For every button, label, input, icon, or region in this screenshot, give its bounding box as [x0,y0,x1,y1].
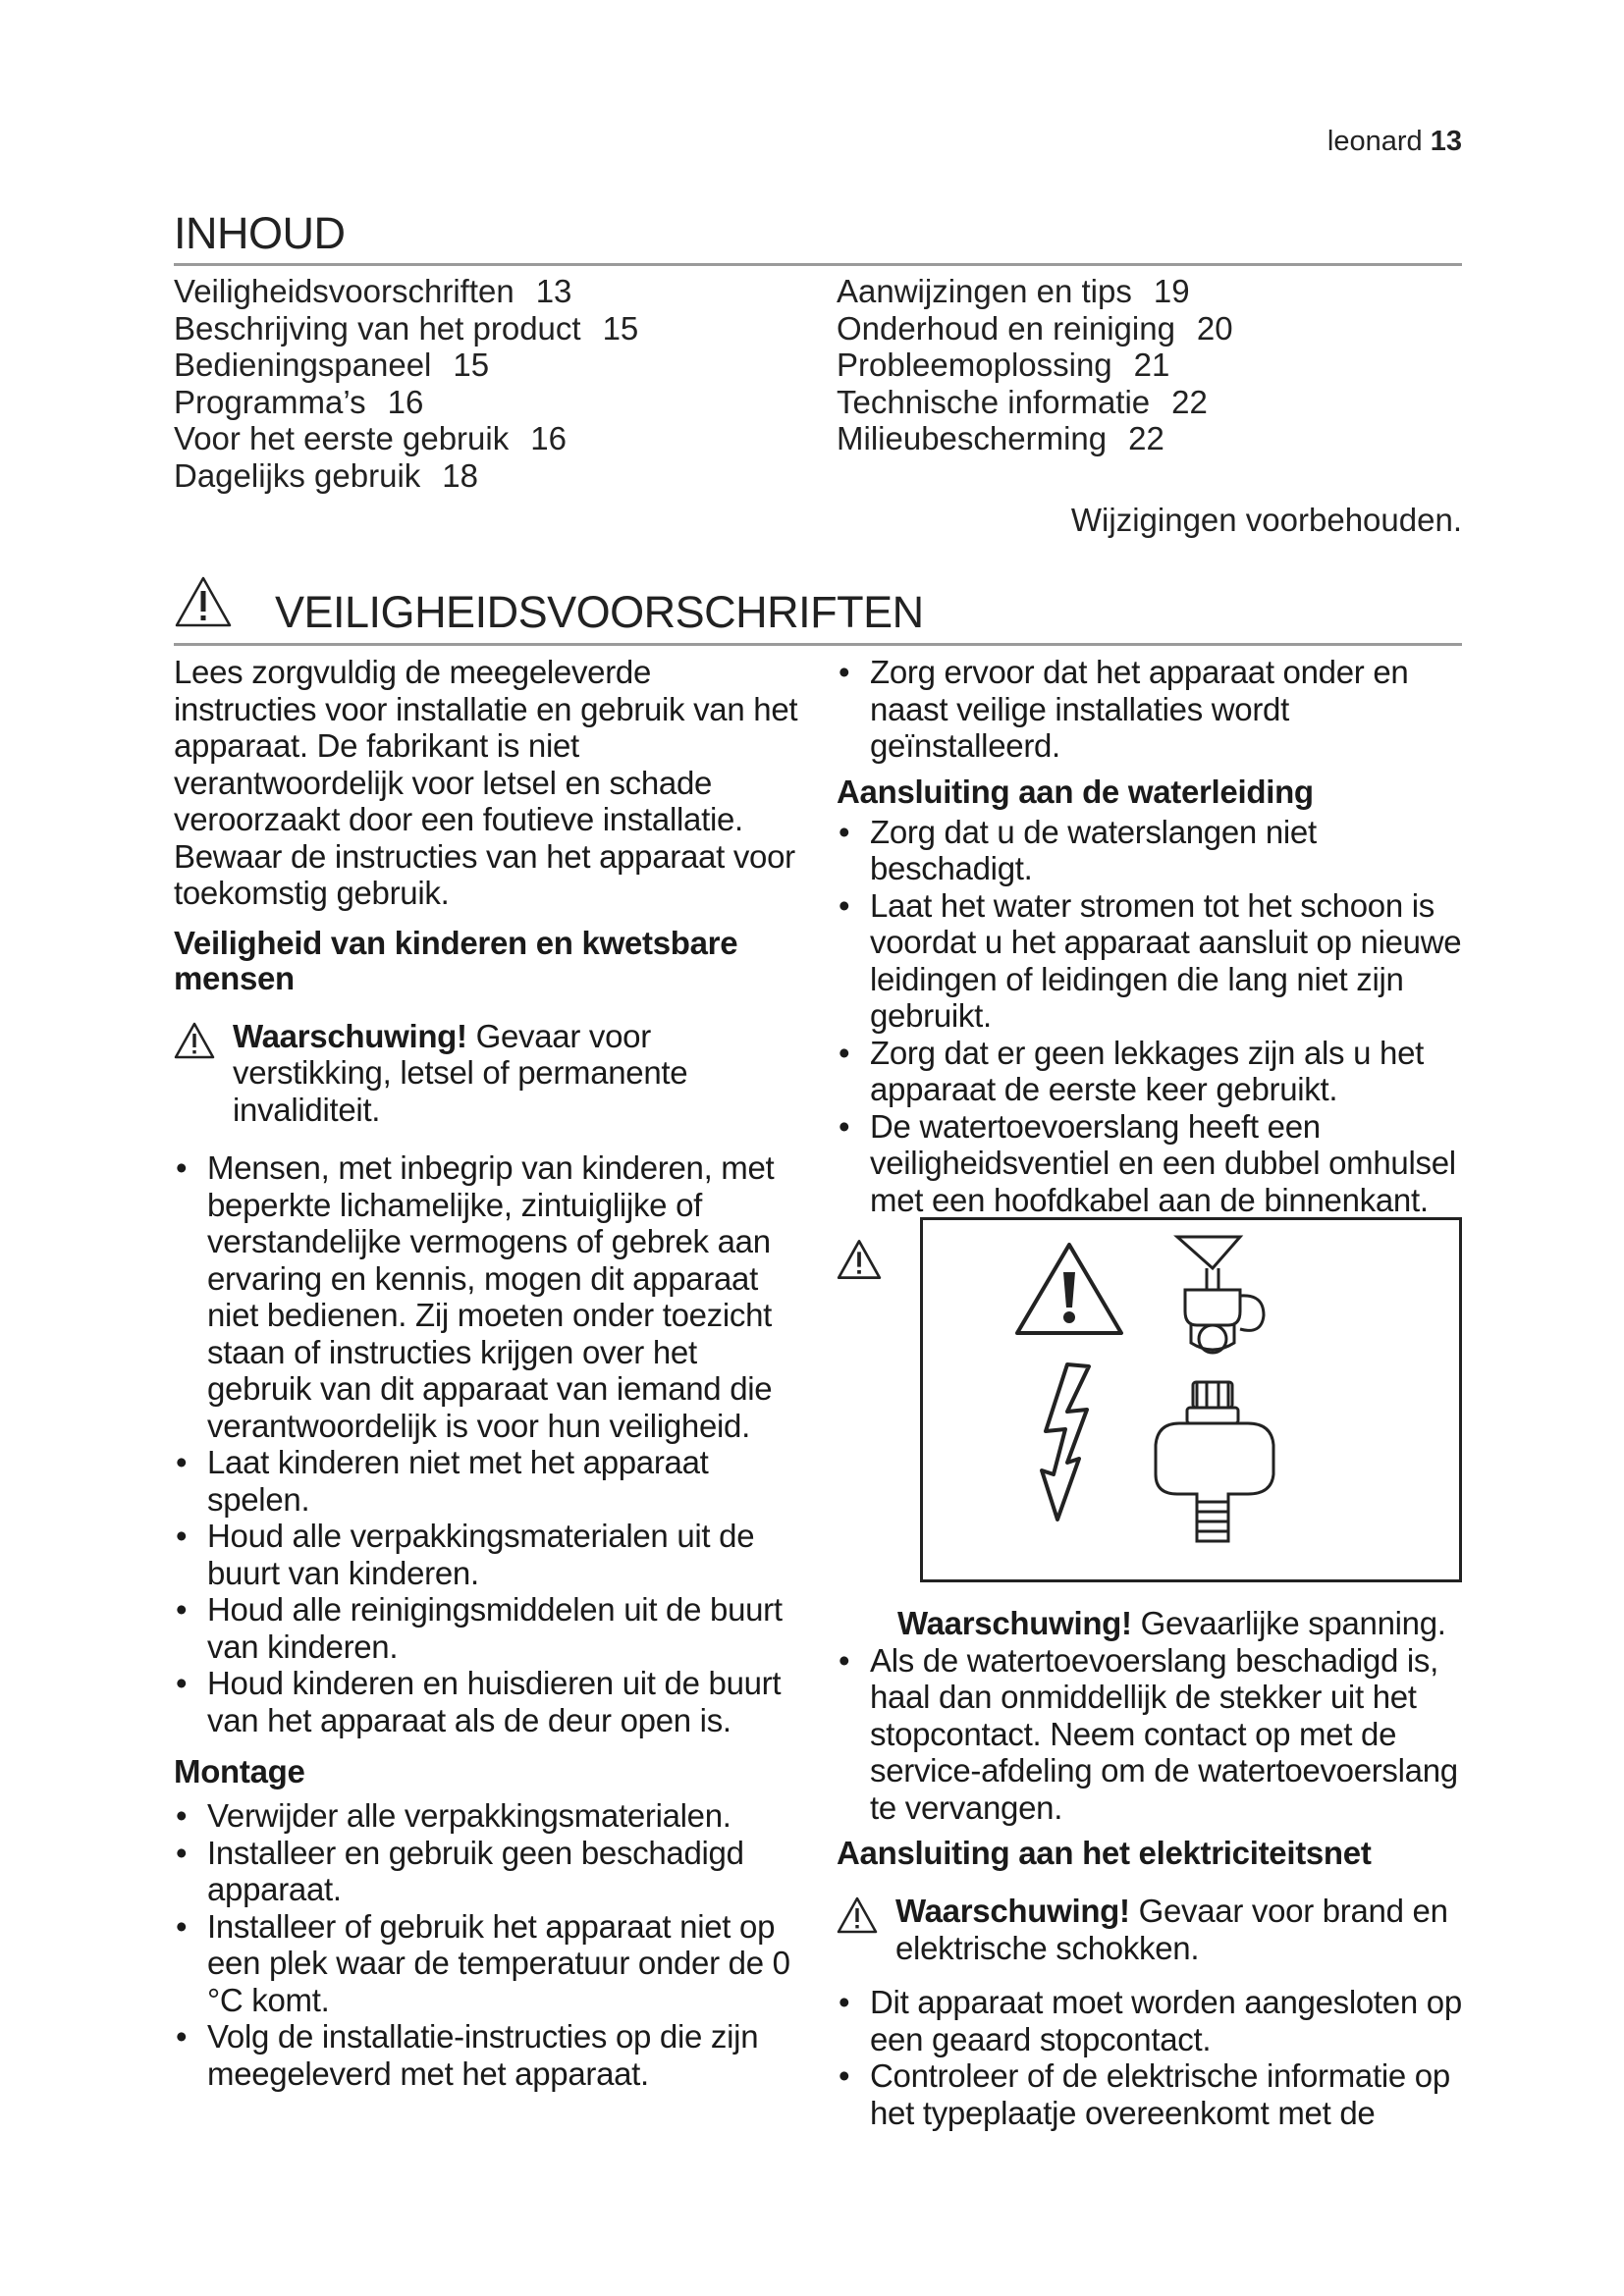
electric-heading: Aansluiting aan het elektriciteitsnet [837,1835,1372,1871]
warning-label: Waarschuwing! [897,1605,1132,1641]
warning-icon [837,1239,882,1280]
toc-item[interactable]: Technische informatie 22 [837,383,1208,420]
safety-rule [174,643,1462,646]
toc-item[interactable]: Programma’s 16 [174,383,424,420]
warning-label: Waarschuwing! [233,1017,467,1054]
list-item: • Volg de installatie-instructies op die zijn meegeleverd met het apparaat. [174,2018,802,2092]
list-item: • Installeer en gebruik geen beschadigd apparaat. [174,1835,802,1908]
electric-warning [837,1893,1465,1966]
changes-note: Wijzigingen voorbehouden. [1070,502,1462,538]
voltage-warning [837,1605,1465,1642]
warning-icon [837,1896,878,1934]
toc-item[interactable]: Milieubescherming 22 [837,420,1164,456]
brand-name: leonard [1326,126,1423,157]
toc-item[interactable]: Bedieningspaneel 15 [174,347,490,383]
toc-rule [174,263,1462,266]
list-item: • Mensen, met inbegrip van kinderen, met beperkte lichamelijke, zintuiglijke of verstandelijke vermogens of gebrek aan ervaring en kennis, mogen dit apparaat niet bedienen. Zij moeten onder toezicht staan of instructies krijgen over het gebruik van dit apparaat van iemand die verantwoordelijk is voor hun veiligheid. [174,1149,802,1444]
warning-label: Waarschuwing! [895,1893,1130,1929]
safety-right-column [837,654,1465,1218]
safety-intro: Lees zorgvuldig de meegeleverde instructies voor installatie en gebruik van het apparaat. De fabrikant is niet verantwoordelijk voor letsel en schade veroorzaakt door een foutieve installatie. Bewaar de instructies van het apparaat voor toekomstig gebruik. [174,654,798,911]
toc-item[interactable]: Veiligheidsvoorschriften 13 [174,273,572,309]
warning-text: Gevaarlijke spanning. [1131,1605,1446,1641]
list-item: • Als de watertoevoerslang beschadigd is, haal dan onmiddellijk de stekker uit het stopcontact. Neem contact op met de service-afdeling om de watertoevoerslang te vervangen. [837,1642,1465,1827]
page-header [1327,126,1462,158]
voltage-section [837,1605,1465,2131]
warning-text: Gevaar voor verstikking, letsel of permanente invaliditeit. [233,1017,688,1128]
electric-bullets [837,1984,1465,2131]
list-item: • Zorg dat er geen lekkages zijn als u het apparaat de eerste keer gebruikt. [837,1035,1465,1108]
montage-bullets [174,1797,802,2092]
list-item: • Dit apparaat moet worden aangesloten op een geaard stopcontact. [837,1984,1465,2057]
list-item: • Houd alle verpakkingsmaterialen uit de buurt van kinderen. [174,1518,802,1591]
list-item: • Controleer of de elektrische informatie op het typeplaatje overeenkomt met de [837,2057,1465,2131]
hose-safety-illustration [920,1217,1462,1582]
warning-triangle-icon [174,575,233,628]
warning-icon [174,1022,215,1059]
list-item: • Verwijder alle verpakkingsmaterialen. [174,1797,802,1835]
list-item: • Installeer of gebruik het apparaat niet op een plek waar de temperatuur onder de 0 °C komt. [174,1908,802,2019]
children-warning [174,1018,802,1129]
toc-left-column [174,273,802,494]
children-heading: Veiligheid van kinderen en kwetsbare mensen [174,924,738,996]
list-item: • Houd alle reinigingsmiddelen uit de buurt van kinderen. [174,1591,802,1665]
toc-item[interactable]: Aanwijzingen en tips 19 [837,273,1190,309]
toc-title: INHOUD [174,208,346,258]
safety-left-column [174,654,802,2092]
toc-item[interactable]: Onderhoud en reiniging 20 [837,309,1233,347]
list-item: • Laat kinderen niet met het apparaat spelen. [174,1444,802,1518]
page-number: 13 [1430,126,1462,157]
list-item: • Houd kinderen en huisdieren uit de buurt van het apparaat als de deur open is. [174,1665,802,1738]
safety-title: VEILIGHEIDSVOORSCHRIFTEN [275,587,924,637]
water-heading: Aansluiting aan de waterleiding [837,773,1314,810]
list-item: • Zorg ervoor dat het apparaat onder en naast veilige installaties wordt geïnstalleerd. [837,654,1465,765]
toc-right-column [837,273,1465,457]
warning-text: Gevaar voor brand en elektrische schokken. [895,1893,1448,1966]
toc-item[interactable]: Voor het eerste gebruik 16 [174,420,567,456]
montage-heading: Montage [174,1753,305,1789]
water-bullets [837,814,1465,1219]
toc-item[interactable]: Dagelijks gebruik 18 [174,456,479,494]
list-item: • Laat het water stromen tot het schoon is voordat u het apparaat aansluit op nieuwe leidingen of leidingen die lang niet zijn gebruikt. [837,887,1465,1035]
toc-item[interactable]: Probleemoplossing 21 [837,347,1170,383]
list-item: • De watertoevoerslang heeft een veiligheidsventiel en een dubbel omhulsel met een hoofdkabel aan de binnenkant. [837,1108,1465,1219]
toc-item[interactable]: Beschrijving van het product 15 [174,309,639,347]
children-bullets [174,1149,802,1738]
list-item: • Zorg dat u de waterslangen niet beschadigt. [837,814,1465,887]
